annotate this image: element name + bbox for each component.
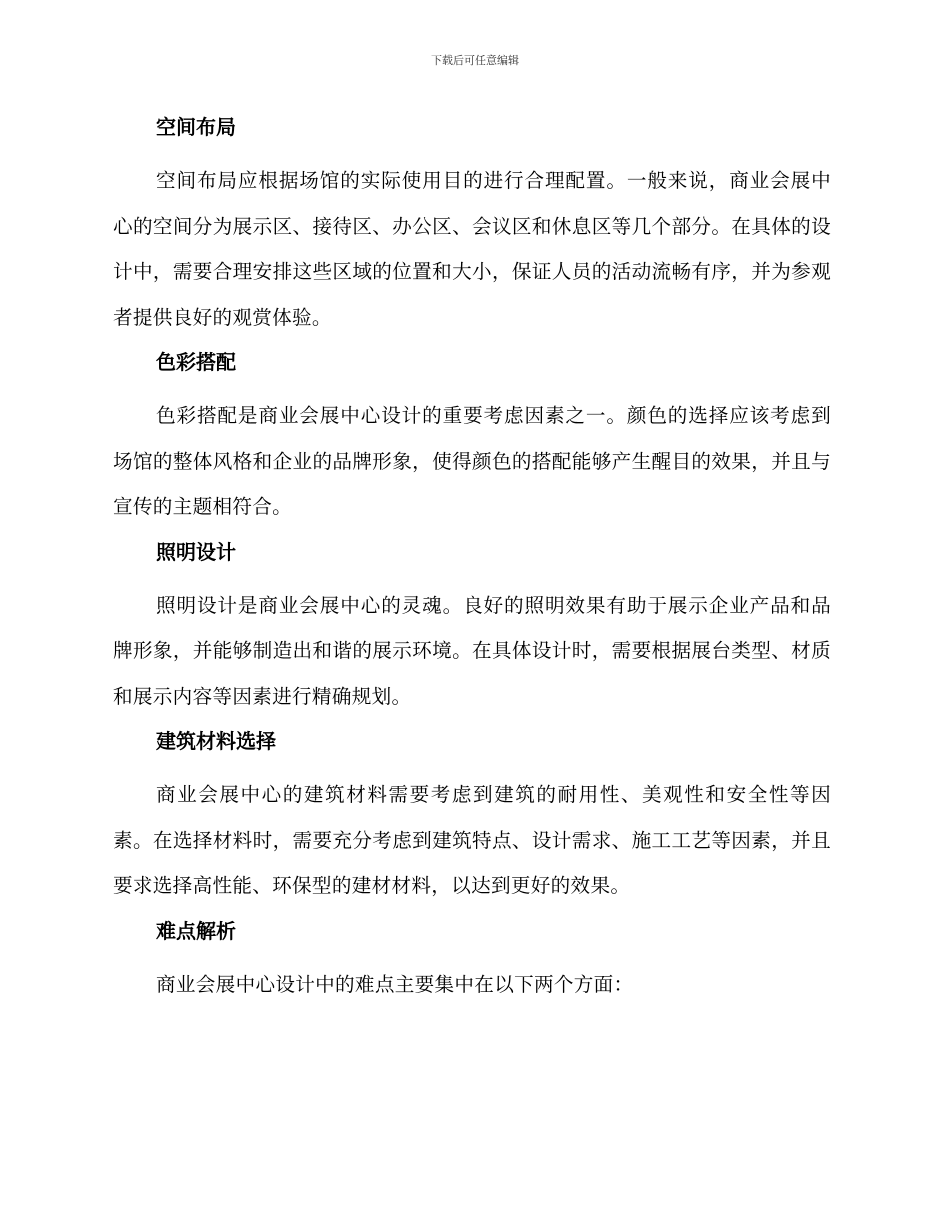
section-difficulty-analysis (113, 917, 831, 1008)
section-heading: 照明设计 (156, 539, 236, 564)
document-body (113, 113, 831, 1015)
section-space-layout (113, 113, 831, 340)
section-paragraph: 照明设计是商业会展中心的灵魂。良好的照明效果有助于展示企业产品和品牌形象，并能够制造出和谐的展示环境。在具体设计时，需要根据展台类型、材质和展示内容等因素进行精确规划。 (113, 593, 831, 708)
section-paragraph: 商业会展中心设计中的难点主要集中在以下两个方面： (156, 972, 634, 996)
section-paragraph: 色彩搭配是商业会展中心设计的重要考虑因素之一。颜色的选择应该考虑到场馆的整体风格和企业的品牌形象，使得颜色的搭配能够产生醒目的效果，并且与宣传的主题相符合。 (113, 404, 831, 518)
section-heading: 建筑材料选择 (156, 729, 276, 753)
section-color-matching (113, 348, 831, 530)
section-building-materials (113, 727, 831, 909)
section-paragraph: 空间布局应根据场馆的实际使用目的进行合理配置。一般来说，商业会展中心的空间分为展示区、接待区、办公区、会议区和休息区等几个部分。在具体的设计中，需要合理安排这些区域的位置和大小，保证人员的活动流畅有序，并为参观者提供良好的观赏体验。 (113, 169, 831, 329)
section-paragraph: 商业会展中心的建筑材料需要考虑到建筑的耐用性、美观性和安全性等因素。在选择材料时，需要充分考虑到建筑特点、设计需求、施工工艺等因素，并且要求选择高性能、环保型的建材材料，以达到更好的效果。 (113, 783, 831, 897)
section-heading: 色彩搭配 (156, 350, 236, 374)
section-heading: 空间布局 (156, 115, 236, 139)
page-header-note: 下载后可任意编辑 (431, 54, 519, 67)
section-lighting-design (113, 538, 831, 720)
section-heading: 难点解析 (156, 918, 236, 943)
